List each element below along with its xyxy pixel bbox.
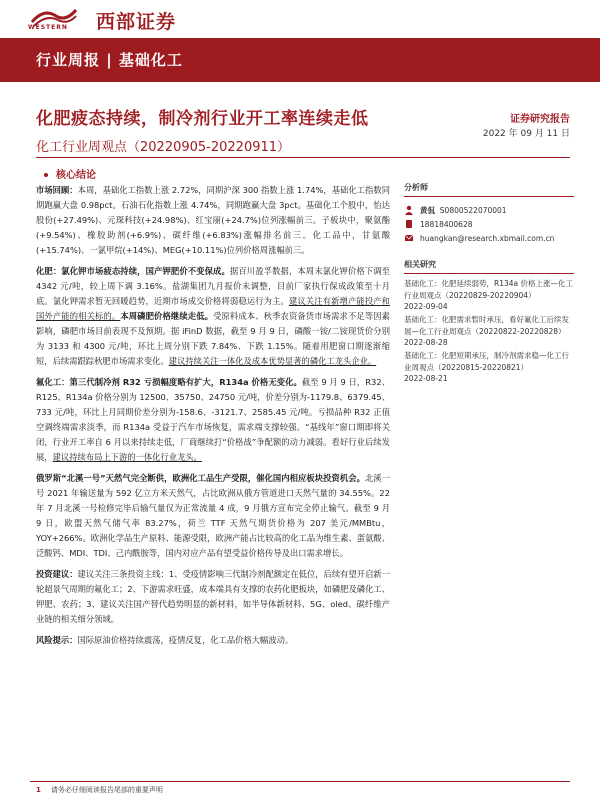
body-column	[36, 183, 390, 654]
lead-risk: 风险提示：	[36, 635, 78, 645]
text-fluorine: 截至 9 月 9 日，R32、R125、R134a 价格分别为 12500、35750、24750 元/吨，价差分别为-1179.8、6379.45、733 元/吨，环比上月同期价差分别为-158.6、-3121.7、2585.45 元/吨。亏损品种 R32 正值空调终端需求淡季，而 R134a 受益于汽车市场恢复，需求端支撑较强。“基线年”窗口期即将关闭，行业开工率自 6 月以来持续走低，厂商继续打“价格战”争配额的动力减弱。看好行业后续发展，	[36, 377, 390, 462]
lead-fertilizer: 化肥：氯化钾市场疲态持续，国产钾肥价不变保成。	[36, 266, 230, 276]
paragraph-fluorine	[36, 375, 390, 465]
related-text: 基础化工：化肥短期承压，制冷剂需求稳—化工行业周观点（20220815-20220821）	[404, 351, 569, 372]
text-phosphate: 受原料成本、秋季农资备货市场需求不足等因素影响，磷肥市场目前表现不及预期。据 iFinD 数据，截至 9 月 9 日，磷酸一铵/二铵现货价分别为 3133 和 4300 元/吨，环比上周分别下跌 7.84%、下跌 1.15%。随着用肥窗口期逐渐缩短，后续需跟踪秋肥市场需求变化。	[36, 311, 390, 366]
text-market: 本周，基础化工指数上涨 2.72%，同期沪深 300 指数上涨 1.74%，基础化工指数同期跑赢大盘 0.98pct。石油石化指数上涨 4.74%，同期跑赢大盘 3pct。基础化工个股中，怡达股份(+27.49%)、元琛科技(+24.98%)、红宝丽(+24.7%)位列涨幅前三。子板块中，聚氨酯(+9.54%)、橡胶助剂(+6.9%)、碳纤维(+6.83%)涨幅排名前三。化工品中，甘氨酸(+15.74%)、一氯甲烷(+14%)、MEG(+10.11%)位列价格周涨幅前三。	[36, 185, 390, 255]
disclaimer: 请务必仔细阅读报告尾部的重要声明	[50, 786, 163, 794]
phone-icon	[404, 219, 414, 229]
related-text: 基础化工：化肥延续弱势，R134a 价格上涨—化工行业周观点（20220829-20220904）	[404, 279, 574, 300]
related-date: 2022-08-28	[404, 338, 448, 347]
lead-gas: 俄罗斯“北溪一号”天然气完全断供，欧洲化工品生产受限，催化国内相应板块投资机会。	[36, 473, 365, 483]
logo-sub: WESTERN	[28, 24, 68, 31]
phone-number: 18818400628	[420, 219, 473, 229]
related-item[interactable]	[404, 314, 574, 347]
analyst-name: 黄侃	[420, 205, 435, 215]
text-fertilizer: 据百川盈孚数据，本周末氯化钾价格下调至 4342 元/吨，较上周下调 3.16%。盐湖集团九月报价未调整，目前厂家执行保成政策至十月底。氯化钾需求暂无回暖趋势，近期市场成交价格将弱稳运行为主。	[36, 266, 390, 306]
related-text: 基础化工：化肥需求暂时承压，看好氟化工后续发展—化工行业周观点（20220822-20220828）	[404, 315, 569, 336]
report-title: 化肥疲态持续，制冷剂行业开工率连续走低	[36, 109, 369, 129]
related-date: 2022-09-04	[404, 302, 448, 311]
header-banner	[0, 38, 600, 82]
footer	[36, 785, 163, 795]
logo-bar	[0, 0, 600, 38]
email-icon	[404, 233, 414, 243]
related-item[interactable]	[404, 278, 574, 311]
section-heading: 核心结论	[44, 166, 96, 181]
page-number: 1	[36, 786, 41, 794]
paragraph-invest	[36, 567, 390, 627]
footer-divider	[30, 781, 570, 782]
lead-phosphate: 本周磷肥价格继续走低。	[120, 311, 214, 321]
ul-fertilizer: 建议关注有新增产能投产和国外产能的相关标的。	[36, 296, 390, 321]
person-icon	[404, 205, 414, 215]
sidebar	[404, 182, 574, 386]
email-link[interactable]: huangkan@research.xbmail.com.cn	[420, 233, 555, 243]
ul-fluorine: 建议持续布局上下游的一体化行业龙头。	[52, 452, 202, 462]
analyst-heading: 分析师	[404, 182, 574, 197]
lead-fluorine: 氟化工：第三代制冷剂 R32 亏损幅度略有扩大，R134a 价格无变化。	[36, 377, 302, 387]
ul-phosphate: 建议持续关注一体化及成本优势显著的磷化工龙头企业。	[168, 356, 377, 366]
phone-row	[404, 217, 574, 231]
company-name: 西部证券	[96, 11, 177, 33]
email-row	[404, 231, 574, 245]
paragraph-gas	[36, 471, 390, 561]
analyst-code: S0800522070001	[439, 205, 507, 215]
related-date: 2022-08-21	[404, 374, 448, 383]
text-invest: 建议关注三条投资主线：1、受疫情影响三代制冷剂配额定在低位，后续有望开启新一轮超景气周期的氟化工；2、下游需求旺盛，成本端具有支撑的农药化肥板块，如磷肥及磷化工、钾肥、农药；3、建议关注国产替代趋势明显的新材料，如半导体新材料、5G、oled、碳纤维产业链的相关细分领域。	[36, 569, 390, 624]
report-date: 2022 年 09 月 11 日	[482, 129, 570, 139]
paragraph-fertilizer	[36, 264, 390, 369]
analyst-row	[404, 203, 574, 217]
banner-text: 行业周报 | 基础化工	[36, 51, 183, 69]
lead-market: 市场回顾：	[36, 185, 78, 195]
report-subtitle: 化工行业周观点（20220905-20220911）	[36, 140, 291, 155]
title-divider	[36, 157, 570, 158]
text-risk: 国际原油价格持续震荡，疫情反复，化工品价格大幅波动。	[77, 635, 294, 645]
report-type: 证券研究报告	[510, 114, 570, 125]
lead-invest: 投资建议：	[36, 569, 78, 579]
paragraph-market	[36, 183, 390, 258]
text-gas: 北溪一号 2021 年输送量为 592 亿立方米天然气，占比欧洲从俄方管道进口天然气量的 34.55%。22 年 7 月北溪一号检修完毕后输气量仅为正常流量 4 成，9 月俄方宣布完全停止输气。截至 9 月 9 日，欧盟天然气储气率 83.27%，荷兰 TTF 天然气期货价格为 207 美元/MMBtu，YOY+266%。欧洲化学品生产原料、能源受限，欧洲产能占比较高的化工品为维生素、蛋氨酸、泛酸钙、MDI、TDI、己内酰胺等，国内对应产品有望受益价格传导及出口需求增长。	[36, 473, 390, 558]
related-heading: 相关研究	[404, 259, 574, 274]
related-item[interactable]	[404, 350, 574, 383]
paragraph-risk	[36, 633, 390, 648]
